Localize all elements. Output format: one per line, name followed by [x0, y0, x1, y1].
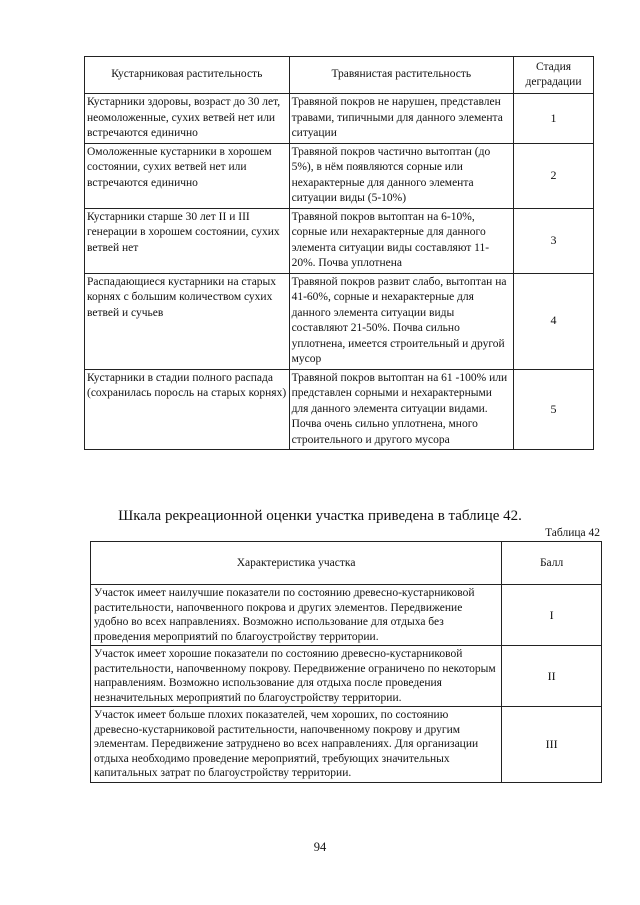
description-cell: Участок имеет хорошие показатели по состоянию древесно-кустарниковой растительности, напочвенному покрову. Передвижение ограничено по некоторым направлениям. Возможно использование для отдыха после проведения незначительных мероприятий по благоустройству территории.	[91, 646, 502, 707]
header-stage: Стадия деградации	[514, 57, 594, 94]
description-cell: Участок имеет наилучшие показатели по состоянию древесно-кустарниковой растительности, напочвенного покрова и других элементов. Передвижение удобно во всех направлениях. Возможно использование для отдыха без проведения мероприятий по благоустройству территории.	[91, 585, 502, 646]
table-header-row	[85, 57, 594, 94]
table-row	[91, 646, 602, 707]
degradation-table	[84, 56, 594, 450]
page-number: 94	[313, 840, 327, 854]
table-row	[85, 94, 594, 144]
shrub-cell: Кустарники старше 30 лет II и III генерации в хорошем состоянии, сухих ветвей нет	[85, 208, 290, 273]
table-header-row	[91, 542, 602, 585]
stage-cell: 1	[514, 94, 594, 144]
table-row	[91, 707, 602, 783]
table-label: Таблица 42	[545, 527, 600, 539]
table-row	[85, 273, 594, 369]
header-shrub: Кустарниковая растительность	[85, 57, 290, 94]
grass-cell: Травяной покров развит слабо, вытоптан на 41-60%, сорные и нехарактерные для данного элемента ситуации виды составляют 21-50%. Почва сильно уплотнена, имеется строительный и другой мусор	[289, 273, 513, 369]
table-row	[91, 585, 602, 646]
grass-cell: Травяной покров частично вытоптан (до 5%), в нём появляются сорные или нехарактерные для данного элемента ситуации виды (5-10%)	[289, 143, 513, 208]
grass-cell: Травяной покров вытоптан на 61 -100% или представлен сорными и нехарактерными для данного элемента ситуации видами. Почва очень сильно уплотнена, много строительного и другого мусора	[289, 369, 513, 450]
stage-cell: 5	[514, 369, 594, 450]
header-description: Характеристика участка	[91, 542, 502, 585]
grass-cell: Травяной покров не нарушен, представлен травами, типичными для данного элемента ситуации	[289, 94, 513, 144]
score-cell: I	[502, 585, 602, 646]
shrub-cell: Кустарники здоровы, возраст до 30 лет, неомоложенные, сухих ветвей нет или встречаются единично	[85, 94, 290, 144]
table-row	[85, 369, 594, 450]
score-cell: III	[502, 707, 602, 783]
score-cell: II	[502, 646, 602, 707]
table-row	[85, 208, 594, 273]
stage-cell: 2	[514, 143, 594, 208]
shrub-cell: Распадающиеся кустарники на старых корнях с большим количеством сухих ветвей и сучьев	[85, 273, 290, 369]
stage-cell: 4	[514, 273, 594, 369]
description-cell: Участок имеет больше плохих показателей, чем хороших, по состоянию древесно-кустарниковой растительности, напочвенному покрову и другим элементам. Передвижение затруднено во всех направлениях. Для организации отдыха необходимо проведение мероприятий, требующих значительных капитальных затрат по благоустройству территории.	[91, 707, 502, 783]
shrub-cell: Омоложенные кустарники в хорошем состоянии, сухих ветвей нет или встречаются единично	[85, 143, 290, 208]
recreation-score-table	[90, 541, 602, 783]
shrub-cell: Кустарники в стадии полного распада (сохранилась поросль на старых корнях)	[85, 369, 290, 450]
header-grass: Травянистая растительность	[289, 57, 513, 94]
header-score: Балл	[502, 542, 602, 585]
table-row	[85, 143, 594, 208]
grass-cell: Травяной покров вытоптан на 6-10%, сорные или нехарактерные для данного элемента ситуации виды составляют 11-20%. Почва уплотнена	[289, 208, 513, 273]
stage-cell: 3	[514, 208, 594, 273]
table-caption: Шкала рекреационной оценки участка приведена в таблице 42.	[118, 508, 522, 524]
